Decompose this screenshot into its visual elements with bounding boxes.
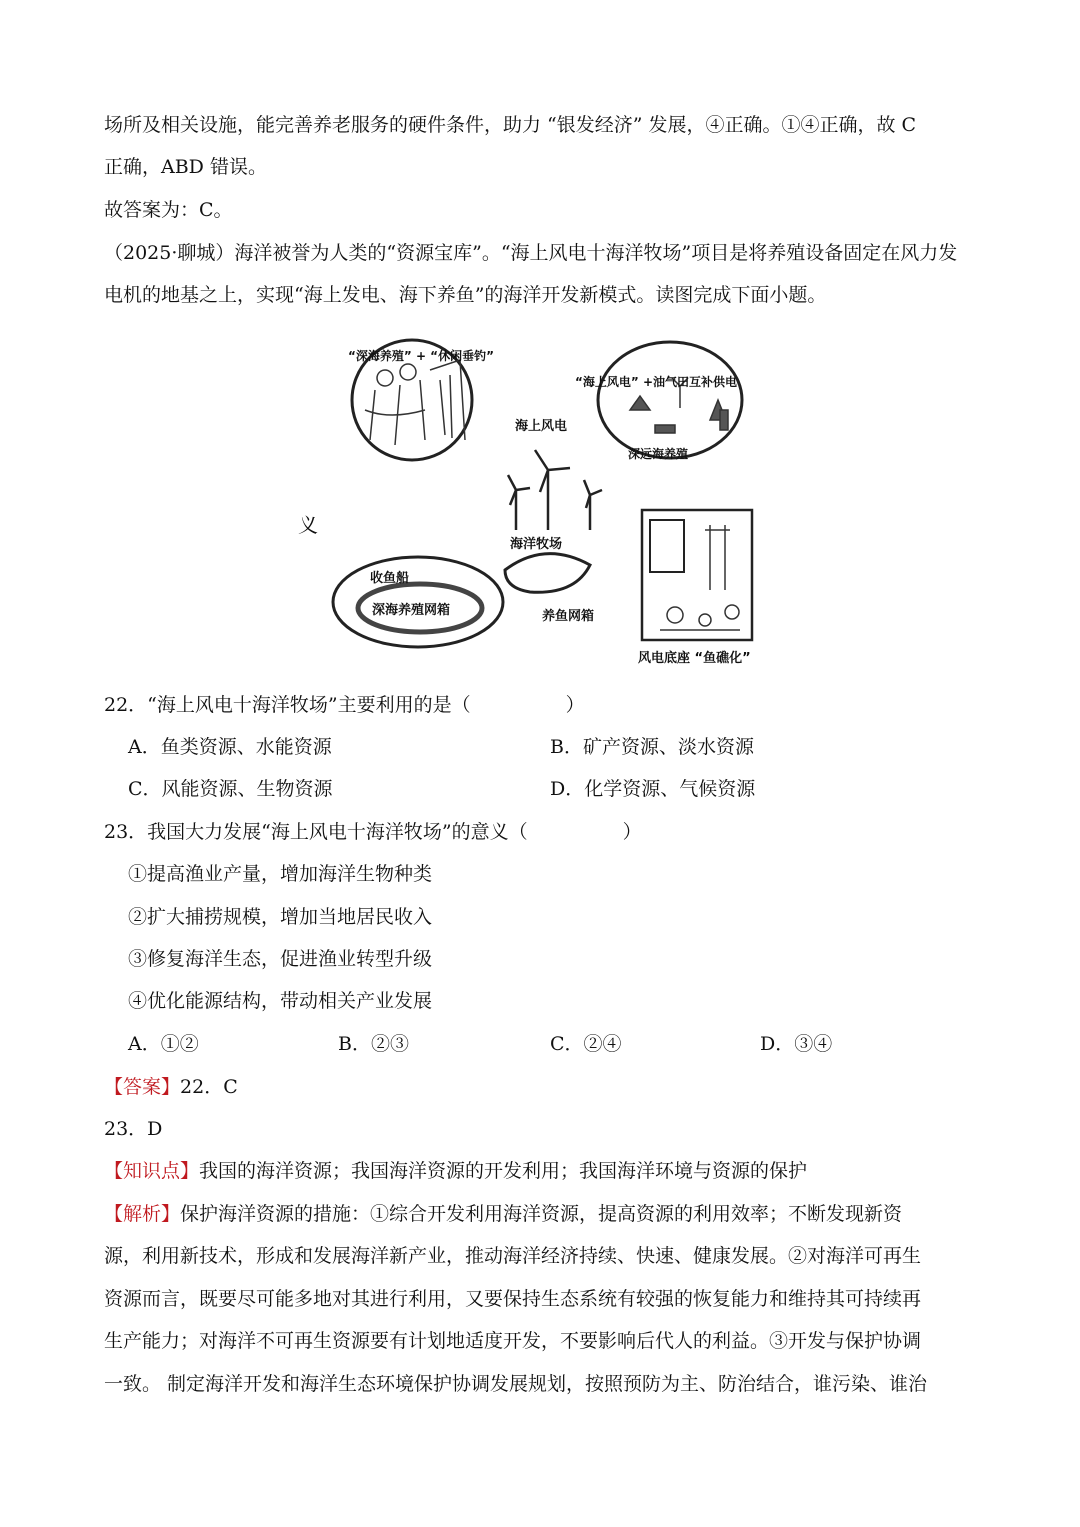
analysis-line-4: 生产能力；对海洋不可再生资源要有计划地适度开发，不要影响后代人的利益。③开发与保护协调 xyxy=(104,1330,922,1352)
intro-line-2: 电机的地基之上，实现“海上发电、海下养鱼”的海洋开发新模式。读图完成下面小题。 xyxy=(104,284,827,306)
answer-22: 22．C xyxy=(180,1076,238,1098)
q23-option-d: D．③④ xyxy=(760,1033,833,1055)
label-offshore-wind: 海上风电 xyxy=(515,419,568,434)
q23-stem: 23．我国大力发展“海上风电十海洋牧场”的意义（ ） xyxy=(104,821,642,843)
q23-item-1: ①提高渔业产量，增加海洋生物种类 xyxy=(128,863,433,885)
q22-option-a: A．鱼类资源、水能资源 xyxy=(128,736,332,758)
label-deep-sea-cage: 深海养殖网箱 xyxy=(372,603,451,618)
q22-option-d: D．化学资源、气候资源 xyxy=(550,778,756,800)
q22-option-c: C．风能资源、生物资源 xyxy=(128,778,333,800)
prev-line-1: 场所及相关设施，能完善养老服务的硬件条件，助力 “银发经济” 发展，④正确。①④正确，故 C xyxy=(104,114,917,136)
analysis-tag: 【解析】 xyxy=(104,1203,181,1225)
fish-cage-icon xyxy=(505,554,590,593)
circle-wind-oilgas xyxy=(598,342,742,458)
analysis-text-1: 保护海洋资源的措施：①综合开发利用海洋资源，提高资源的利用效率；不断发现新资 xyxy=(180,1203,903,1225)
q22-stem: 22．“海上风电十海洋牧场”主要利用的是（ ） xyxy=(104,694,585,716)
stray-char: 义 xyxy=(298,513,318,537)
analysis-line-2: 源，利用新技术，形成和发展海洋新产业，推动海洋经济持续、快速、健康发展。②对海洋可再生 xyxy=(104,1245,922,1267)
label-wind-oilgas: “海上风电” +油气田互补供电 xyxy=(575,375,738,389)
turbine-inset-icon xyxy=(650,520,684,572)
label-reefization: 风电底座 “鱼礁化” xyxy=(638,651,751,666)
analysis-line-3: 资源而言，既要尽可能多地对其进行利用，又要保持生态系统有较强的恢复能力和维持其可持续再 xyxy=(104,1288,922,1310)
label-fish-boat: 收鱼船 xyxy=(370,571,410,586)
analysis-line-5: 一致。 制定海洋开发和海洋生态环境保护协调发展规划，按照预防为主、防治结合，谁污染、谁治 xyxy=(104,1373,928,1395)
q23-item-2: ②扩大捕捞规模，增加当地居民收入 xyxy=(128,906,433,928)
q23-item-4: ④优化能源结构，带动相关产业发展 xyxy=(128,990,433,1012)
knowledge-tag: 【知识点】 xyxy=(104,1160,200,1182)
label-fish-cage: 养鱼网箱 xyxy=(542,609,595,624)
label-deep-sea-leisure: “深海养殖” + “休闲垂钓” xyxy=(348,349,494,363)
answer-tag: 【答案】 xyxy=(104,1076,181,1098)
workers-sketch-icon xyxy=(365,360,465,445)
answer-23: 23．D xyxy=(104,1118,163,1140)
offshore-wind-ranch-figure xyxy=(330,330,760,670)
wind-turbines-icon xyxy=(508,450,602,530)
q23-option-a: A．①② xyxy=(128,1033,199,1055)
prev-answer: 故答案为：C。 xyxy=(104,199,233,221)
knowledge-text: 我国的海洋资源；我国海洋资源的开发利用；我国海洋环境与资源的保护 xyxy=(199,1160,808,1182)
intro-line-1: （2025·聊城）海洋被誉为人类的“资源宝库”。“海上风电十海洋牧场”项目是将养殖设备固定在风力发 xyxy=(104,242,958,264)
label-ocean-ranch: 海洋牧场 xyxy=(510,537,563,552)
q23-option-b: B．②③ xyxy=(338,1033,409,1055)
knowledge-line xyxy=(104,1158,807,1184)
analysis-line-1 xyxy=(104,1201,902,1227)
q23-option-c: C．②④ xyxy=(550,1033,622,1055)
box-reef-base xyxy=(642,510,752,640)
label-deep-far-aquaculture: 深远海养殖 xyxy=(628,447,689,461)
answer-line-1 xyxy=(104,1074,238,1100)
q23-item-3: ③修复海洋生态，促进渔业转型升级 xyxy=(128,948,433,970)
prev-line-2: 正确，ABD 错误。 xyxy=(104,156,267,178)
q22-option-b: B．矿产资源、淡水资源 xyxy=(550,736,754,758)
reef-base-sketch-icon xyxy=(660,525,740,630)
